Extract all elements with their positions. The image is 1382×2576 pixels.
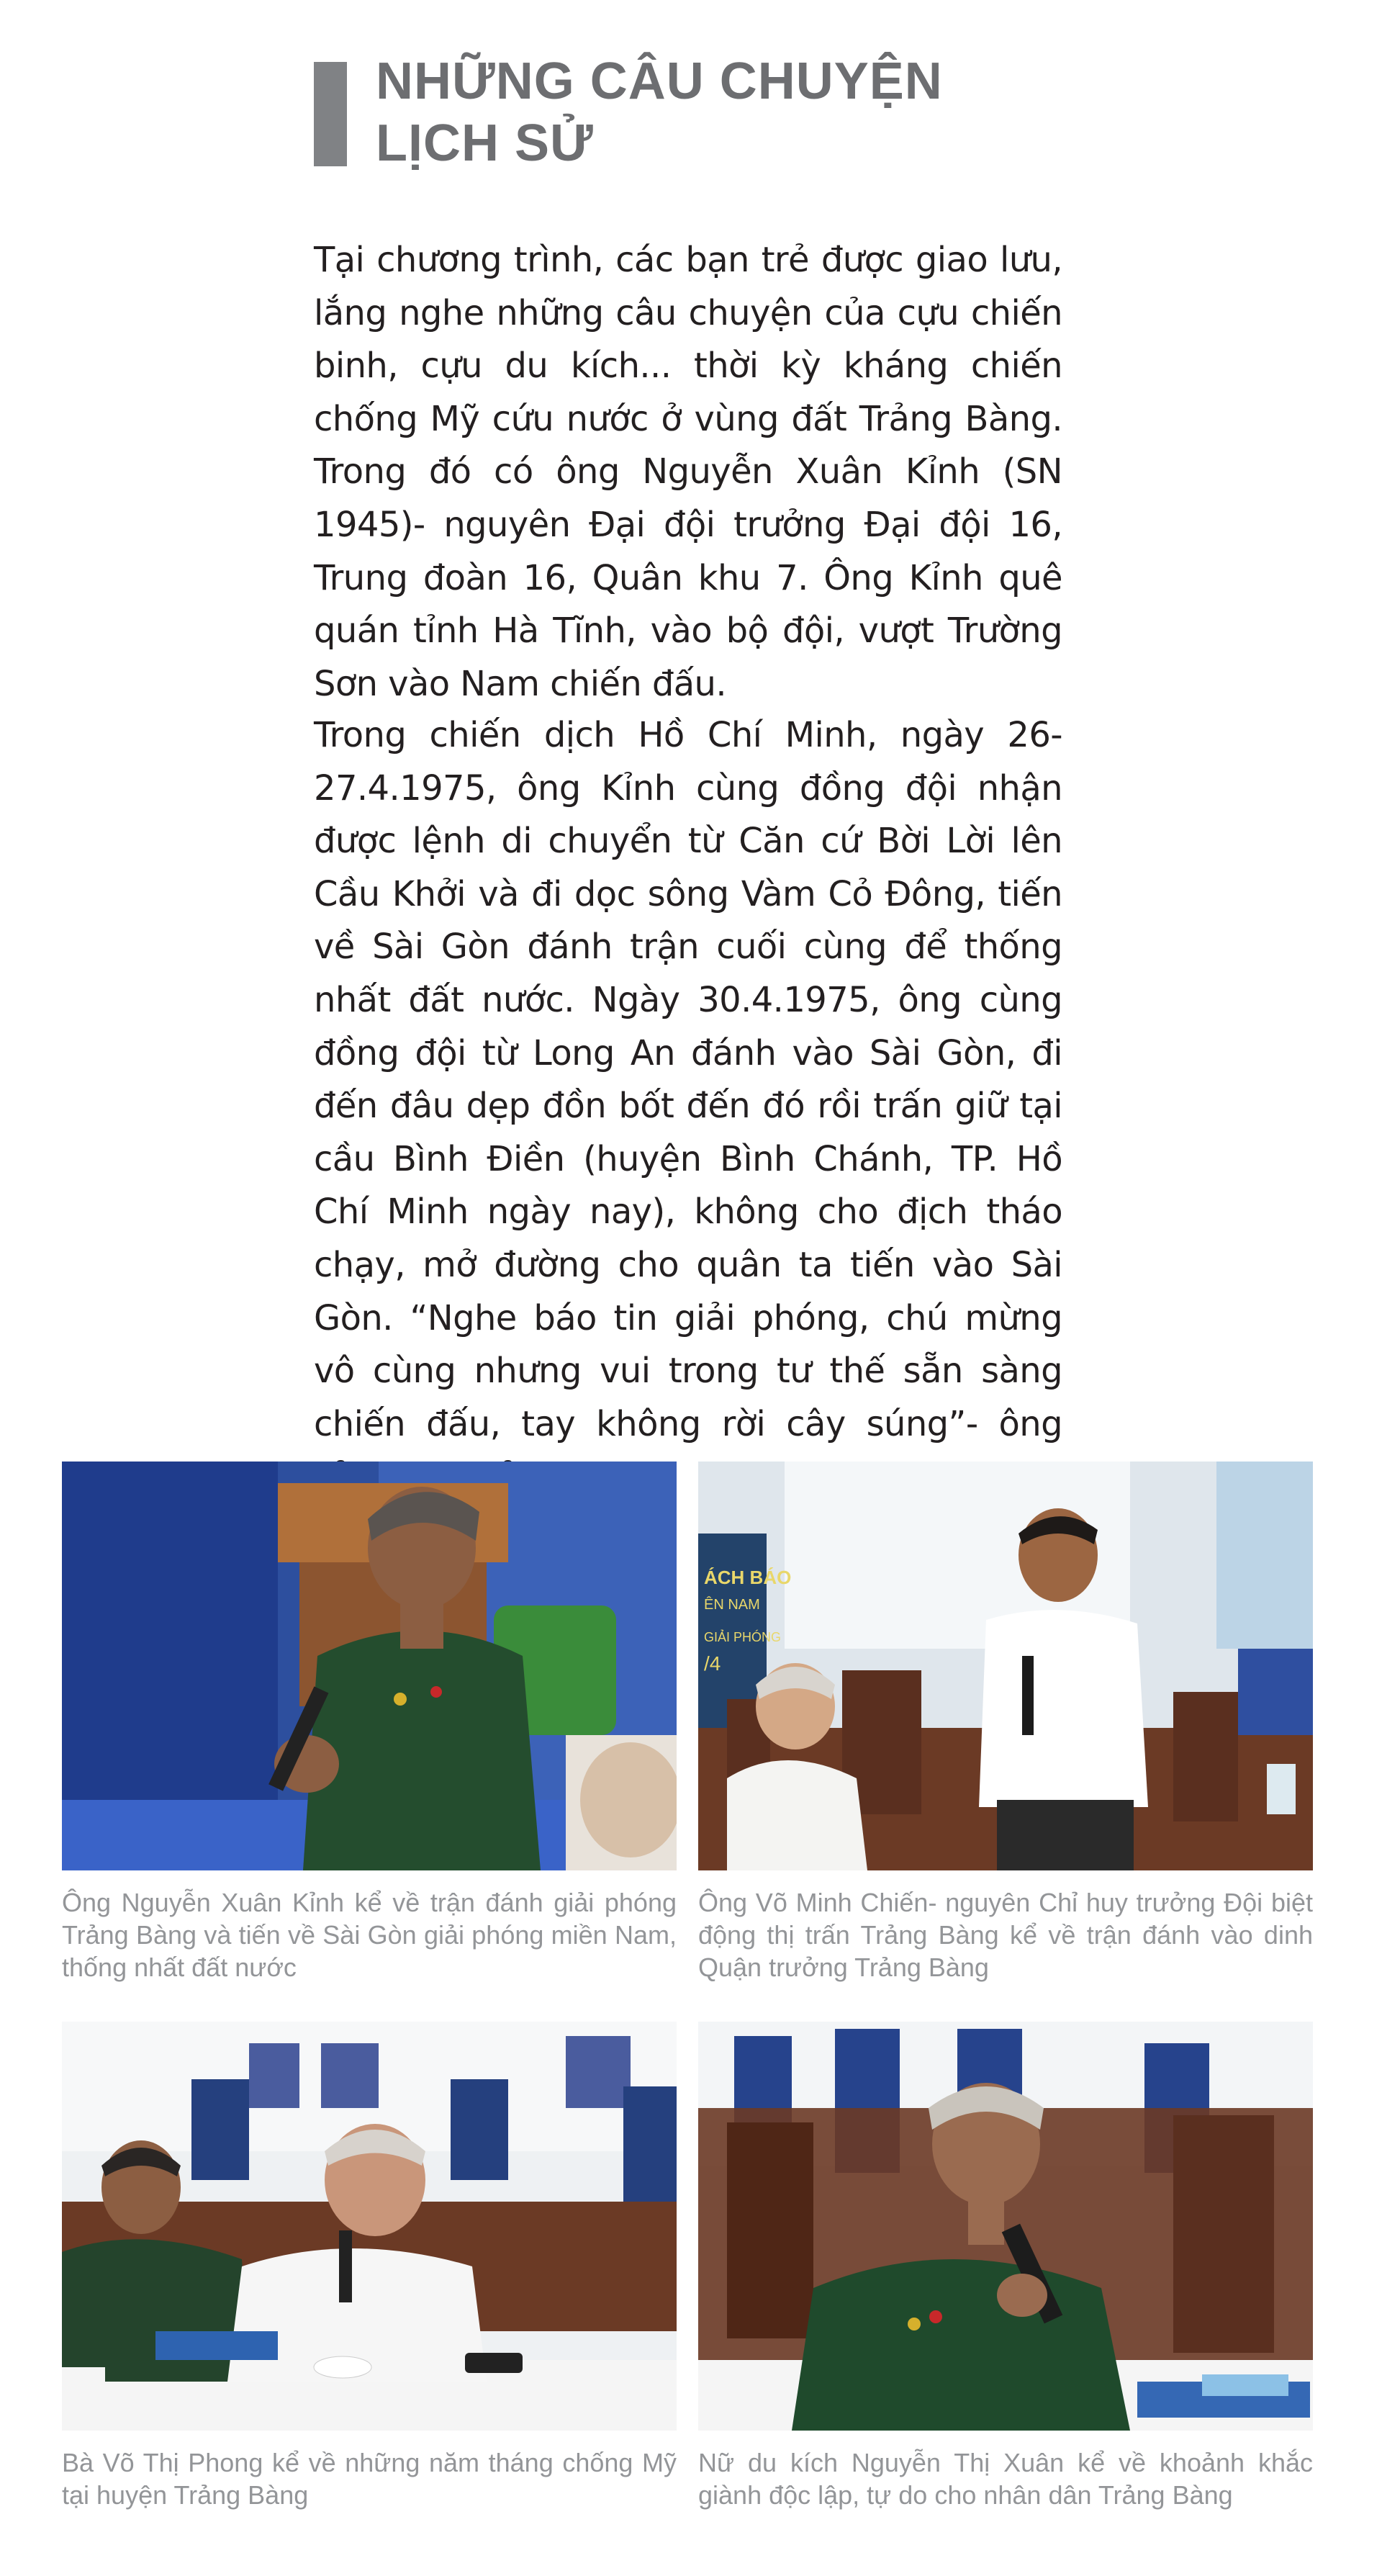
photo-caption-4: Nữ du kích Nguyễn Thị Xuân kể về khoảnh khắc giành độc lập, tự do cho nhân dân Trảng Bàng — [698, 2448, 1313, 2510]
photo-vo-minh-chien — [698, 1462, 1313, 1870]
photo-caption-1: Ông Nguyễn Xuân Kỉnh kể về trận đánh giải phóng Trảng Bàng và tiến về Sài Gòn giải phóng miền Nam, thống nhất đất nước — [62, 1888, 677, 1982]
photo-vo-thi-phong — [62, 2022, 677, 2431]
article-paragraph-1: Tại chương trình, các bạn trẻ được giao lưu, lắng nghe những câu chuyện của cựu chiến binh, cựu du kích... thời kỳ kháng chiến chống Mỹ cứu nước ở vùng đất Trảng Bàng. Trong đó có ông Nguyễn Xuân Kỉnh (SN 1945)- nguyên Đại đội trưởng Đại đội 16, Trung đoàn 16, Quân khu 7. Ông Kỉnh quê quán tỉnh Hà Tĩnh, vào bộ đội, vượt Trường Sơn vào Nam chiến đấu. — [314, 240, 1062, 704]
section-title-line-2: LỊCH SỬ — [376, 114, 594, 172]
photo-caption-2: Ông Võ Minh Chiến- nguyên Chỉ huy trưởng Đội biệt động thị trấn Trảng Bàng kể về trận đánh vào dinh Quận trưởng Trảng Bàng — [698, 1888, 1313, 1982]
poster-text-line-1: ÁCH BÁO — [704, 1567, 792, 1588]
poster-text-line-3: GIẢI PHÓNG — [704, 1630, 782, 1644]
poster-text-line-2: ÊN NAM — [704, 1597, 760, 1613]
section-title — [376, 50, 1168, 174]
section-title-line-1: NHỮNG CÂU CHUYỆN — [376, 53, 943, 110]
photo-nguyen-xuan-kinh — [62, 1462, 677, 1870]
poster-text-line-4: /4 — [704, 1652, 721, 1675]
article-paragraph-2: Trong chiến dịch Hồ Chí Minh, ngày 26-27.4.1975, ông Kỉnh cùng đồng đội nhận được lệnh di chuyển từ Căn cứ Bời Lời lên Cầu Khởi và đi dọc sông Vàm Cỏ Đông, tiến về Sài Gòn đánh trận cuối cùng để thống nhất đất nước. Ngày 30.4.1975, ông cùng đồng đội từ Long An đánh vào Sài Gòn, đi đến đâu dẹp đồn bốt đến đó rồi trấn giữ tại cầu Bình Điền (huyện Bình Chánh, TP. Hồ Chí Minh ngày nay), không cho địch tháo chạy, mở đường cho quân ta tiến vào Sài Gòn. “Nghe báo tin giải phóng, chú mừng vô cùng nhưng vui trong tư thế sẵn sàng chiến đấu, tay không rời cây súng”- ông — [314, 715, 1062, 1444]
title-accent-bar — [314, 62, 347, 166]
photo-caption-3: Bà Võ Thị Phong kể về những năm tháng chống Mỹ tại huyện Trảng Bàng — [62, 2448, 677, 2510]
photo-nguyen-thi-xuan — [698, 2022, 1313, 2431]
